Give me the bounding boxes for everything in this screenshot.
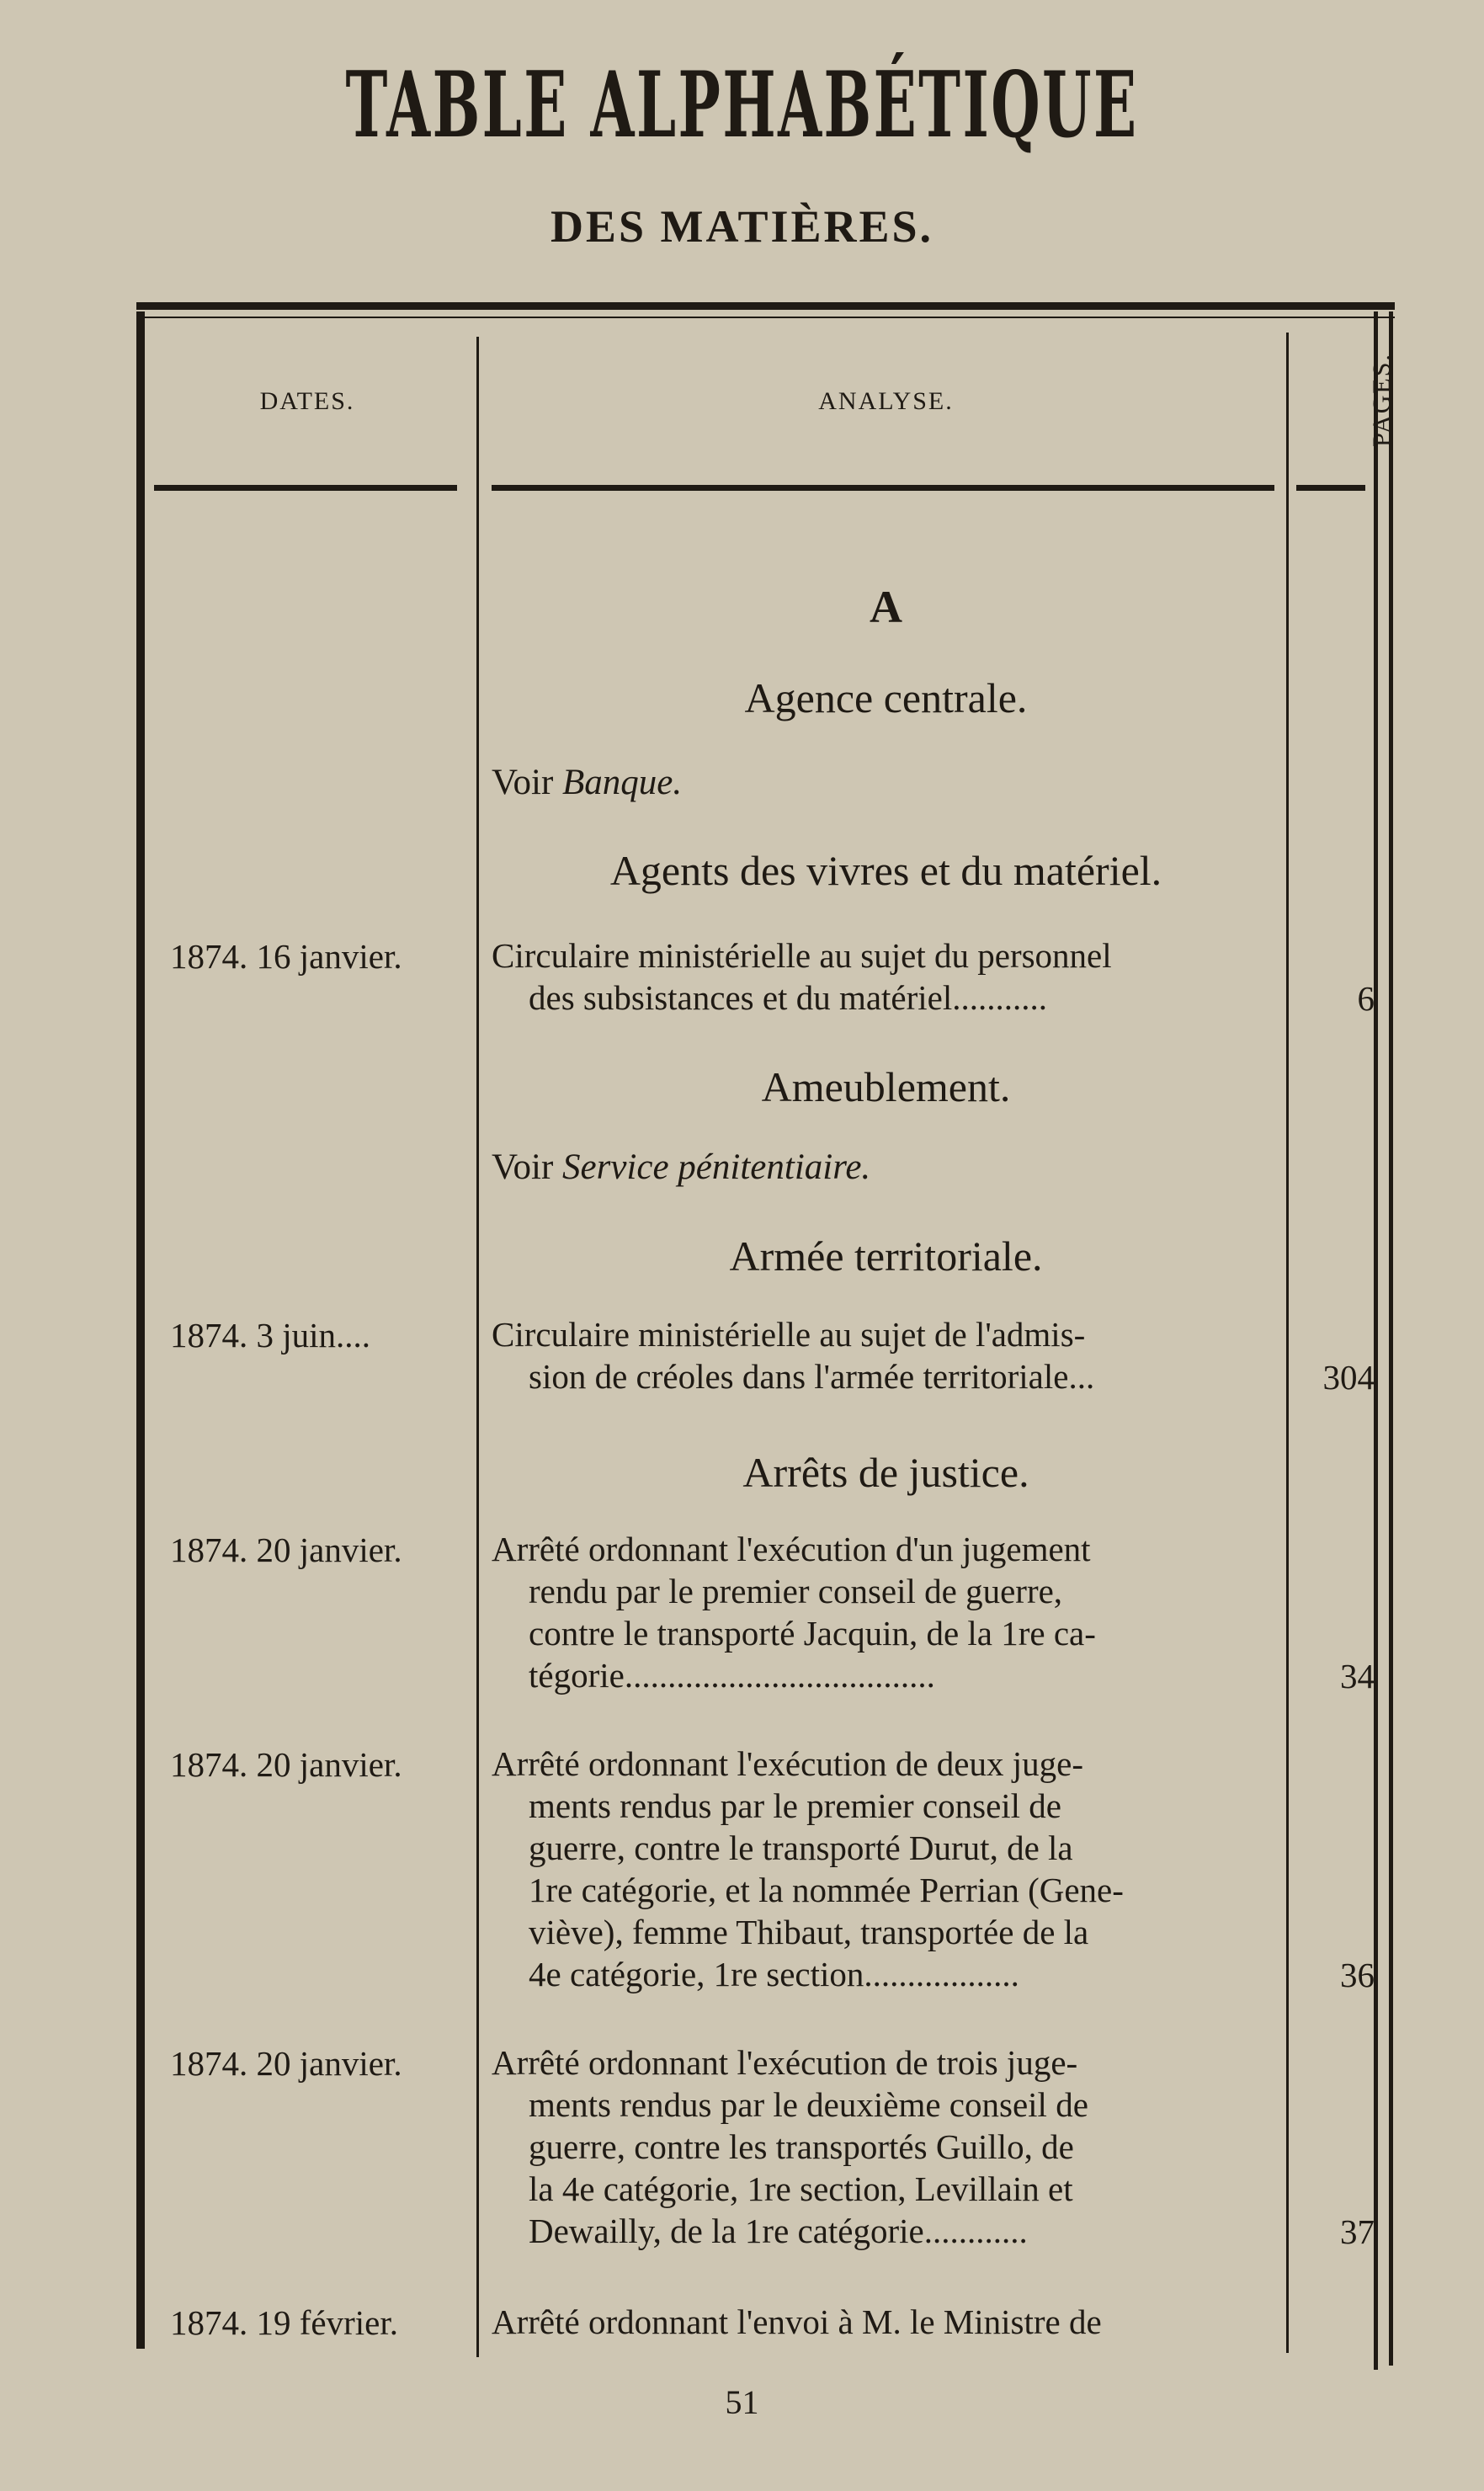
entry-date: 1874. 20 janvier. bbox=[170, 2044, 402, 2083]
section-letter: A bbox=[870, 582, 902, 632]
column-header-pages: PAGES. bbox=[1368, 353, 1396, 447]
heading-armee-territoriale: Armée territoriale. bbox=[729, 1232, 1043, 1280]
entry-analyse bbox=[492, 2301, 1283, 2343]
entry-line: guerre, contre le transporté Durut, de la bbox=[529, 1828, 1073, 1867]
pages-column-rule bbox=[1374, 311, 1378, 2370]
page-title: TABLE ALPHABÉTIQUE bbox=[345, 52, 1139, 158]
entry-line: 4e catégorie, 1re section.................. bbox=[529, 1955, 1019, 1993]
entry-line: sion de créoles dans l'armée territoriale... bbox=[529, 1357, 1095, 1396]
header-separator-analyse bbox=[492, 485, 1274, 491]
entry-line: tégorie.................................... bbox=[529, 1656, 935, 1695]
see-also-target: Service pénitentiaire. bbox=[562, 1147, 871, 1187]
see-also-banque bbox=[492, 762, 682, 803]
entry-line: Arrêté ordonnant l'exécution d'un jugement bbox=[492, 1530, 1091, 1568]
entry-analyse bbox=[492, 1313, 1283, 1397]
entry-line: Arrêté ordonnant l'exécution de deux juge- bbox=[492, 1744, 1083, 1783]
heading-agents-des-vivres: Agents des vivres et du matériel. bbox=[609, 847, 1162, 894]
entry-line: 1re catégorie, et la nommée Perrian (Gene- bbox=[529, 1871, 1124, 1909]
folio-number: 51 bbox=[725, 2383, 759, 2421]
entry-analyse bbox=[492, 1528, 1283, 1696]
entry-page: 6 bbox=[1357, 979, 1375, 1018]
heading-ameublement: Ameublement. bbox=[761, 1063, 1011, 1110]
header-separator-dates bbox=[154, 485, 457, 491]
entry-line: viève), femme Thibaut, transportée de la bbox=[529, 1913, 1089, 1951]
entry-line: Circulaire ministérielle au sujet de l'admis- bbox=[492, 1315, 1086, 1354]
entry-line: guerre, contre les transportés Guillo, de bbox=[529, 2127, 1074, 2166]
see-also-prefix: Voir bbox=[492, 763, 554, 802]
entry-line: rendu par le premier conseil de guerre, bbox=[529, 1572, 1063, 1610]
analyse-column-rule bbox=[1286, 333, 1289, 2353]
entry-date: 1874. 20 janvier. bbox=[170, 1530, 402, 1569]
entry-line: la 4e catégorie, 1re section, Levillain et bbox=[529, 2169, 1073, 2208]
see-also-prefix: Voir bbox=[492, 1147, 554, 1187]
table-frame-top bbox=[136, 302, 1395, 310]
entry-line: Arrêté ordonnant l'envoi à M. le Ministre de bbox=[492, 2302, 1102, 2341]
entry-line: Arrêté ordonnant l'exécution de trois juge- bbox=[492, 2043, 1078, 2082]
see-also-service-penitentiaire bbox=[492, 1147, 870, 1188]
entry-analyse bbox=[492, 1743, 1283, 1995]
entry-date: 1874. 20 janvier. bbox=[170, 1745, 402, 1784]
entry-line: contre le transporté Jacquin, de la 1re ca- bbox=[529, 1614, 1096, 1653]
entry-page: 37 bbox=[1340, 2212, 1375, 2251]
see-also-target: Banque. bbox=[562, 763, 683, 802]
entry-page: 304 bbox=[1322, 1358, 1375, 1397]
entry-page: 36 bbox=[1340, 1956, 1375, 1994]
heading-arrets-de-justice: Arrêts de justice. bbox=[742, 1449, 1029, 1496]
entry-line: des subsistances et du matériel........... bbox=[529, 978, 1048, 1017]
entry-analyse bbox=[492, 934, 1283, 1019]
entry-line: Dewailly, de la 1re catégorie............ bbox=[529, 2212, 1028, 2250]
header-separator-pages bbox=[1296, 485, 1365, 491]
entry-line: ments rendus par le premier conseil de bbox=[529, 1786, 1061, 1825]
entry-analyse bbox=[492, 2041, 1283, 2252]
page-subtitle: DES MATIÈRES. bbox=[550, 201, 934, 252]
entry-page: 34 bbox=[1340, 1657, 1375, 1695]
table-left-border bbox=[136, 311, 145, 2349]
entry-line: ments rendus par le deuxième conseil de bbox=[529, 2085, 1088, 2124]
entry-date: 1874. 16 janvier. bbox=[170, 937, 402, 976]
table-frame-top-rule bbox=[136, 317, 1395, 318]
heading-agence-centrale: Agence centrale. bbox=[744, 674, 1028, 721]
entry-date: 1874. 3 juin.... bbox=[170, 1316, 371, 1355]
entry-date: 1874. 19 février. bbox=[170, 2303, 398, 2342]
column-header-analyse: ANALYSE. bbox=[818, 387, 954, 415]
table-right-border bbox=[1389, 311, 1393, 2366]
entry-line: Circulaire ministérielle au sujet du personnel bbox=[492, 936, 1112, 975]
column-header-dates: DATES. bbox=[259, 387, 355, 415]
dates-column-rule bbox=[476, 337, 479, 2357]
